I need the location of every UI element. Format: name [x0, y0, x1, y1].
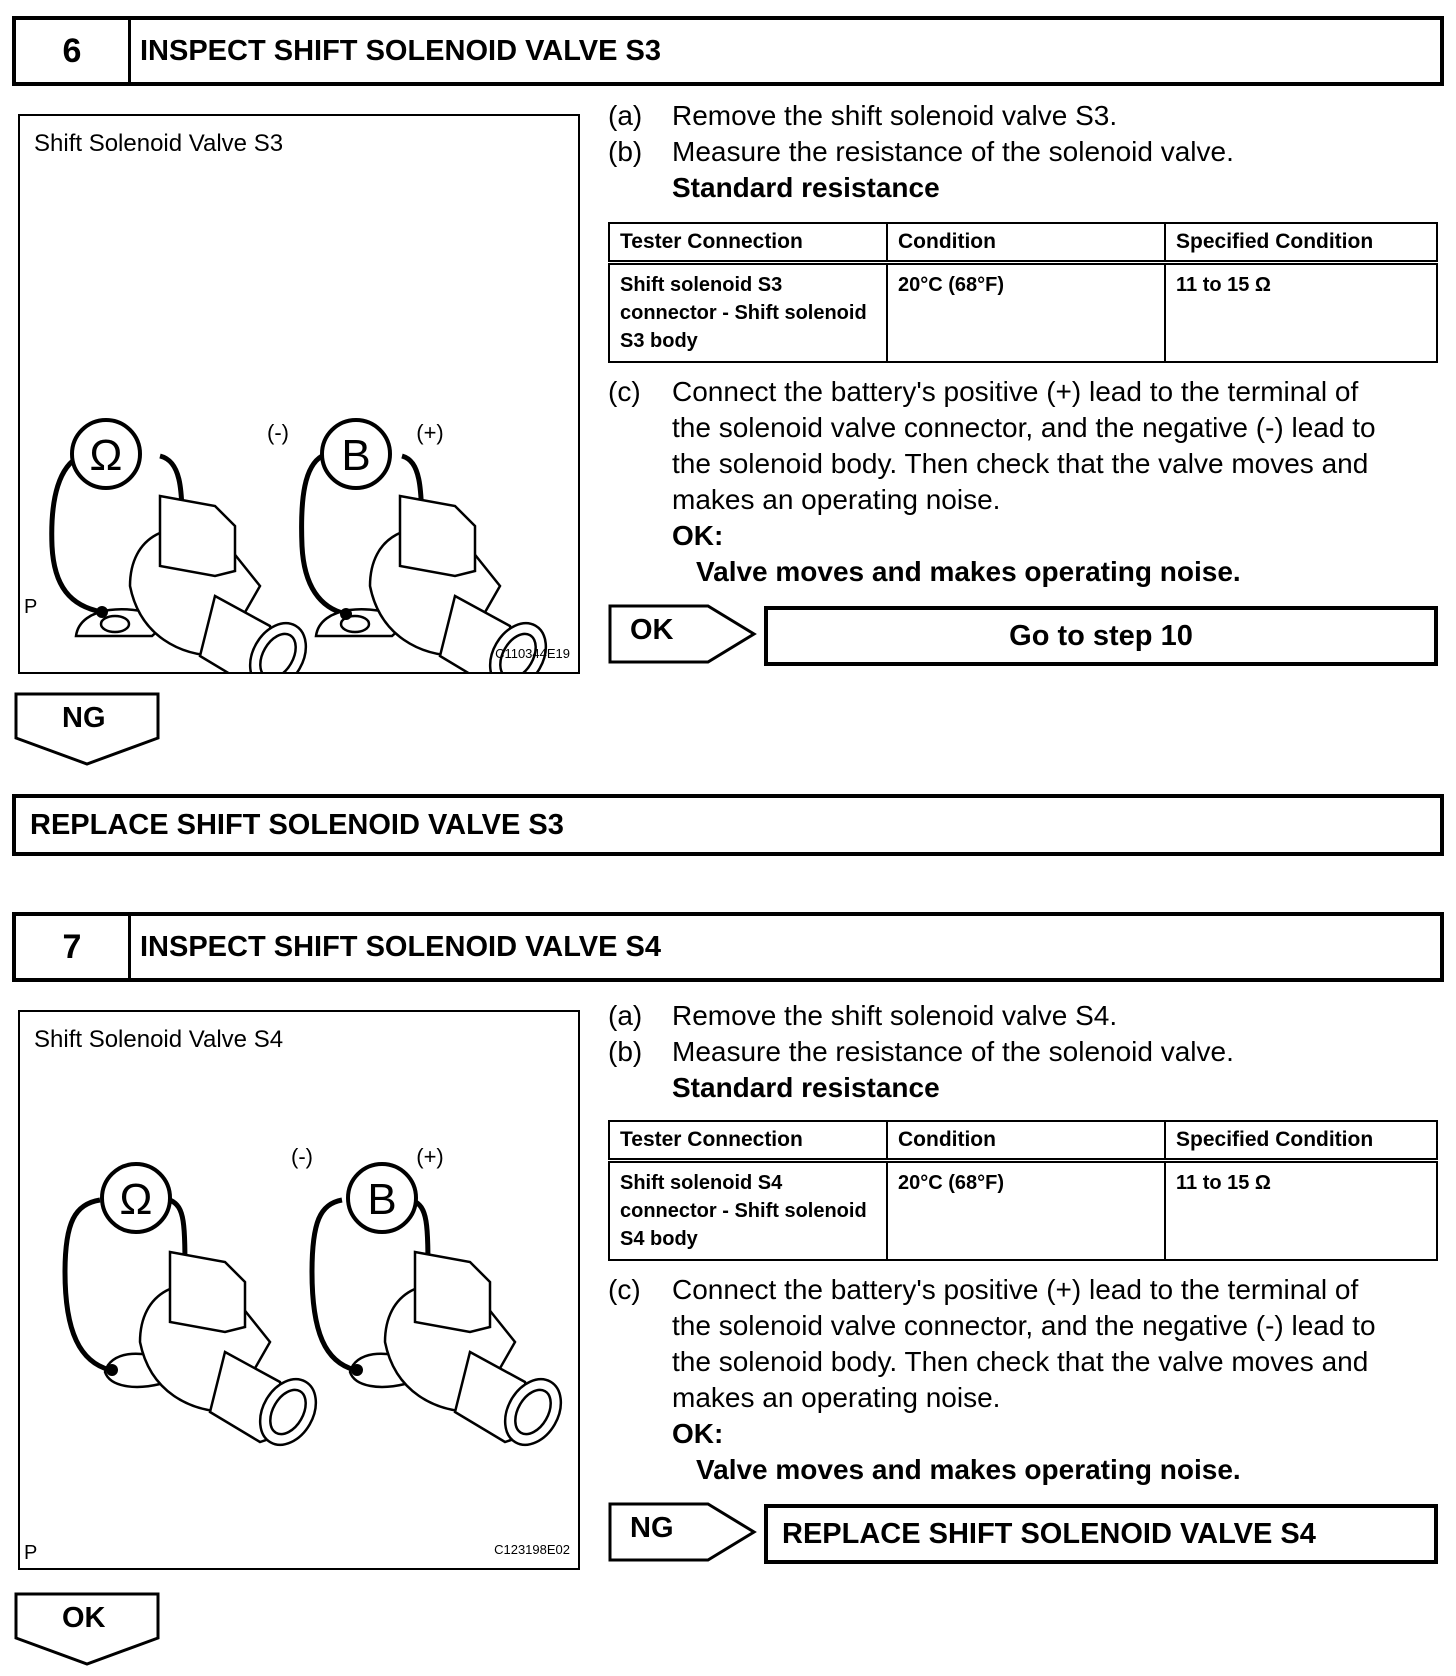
step-label: (b)	[608, 1036, 643, 1067]
step-text: Remove the shift solenoid valve S3.	[672, 100, 1118, 131]
step-label: (a)	[608, 100, 643, 131]
step-text-line: the solenoid body. Then check that the valve moves and	[672, 448, 1369, 479]
column-header: Condition	[887, 223, 1165, 263]
step-text: Remove the shift solenoid valve S4.	[672, 1000, 1118, 1031]
step-text: Measure the resistance of the solenoid valve.	[672, 1036, 1234, 1067]
result-text: REPLACE SHIFT SOLENOID VALVE S3	[30, 808, 564, 841]
table-cell: Shift solenoid S4 connector - Shift solenoid S4 body	[609, 1161, 887, 1261]
step-label: (a)	[608, 1000, 643, 1031]
ok-text: Valve moves and makes operating noise.	[696, 556, 1241, 587]
figure-code: C110344E19	[495, 646, 570, 661]
table-row	[609, 1161, 1437, 1261]
step-c	[608, 1272, 1448, 1422]
column-header: Tester Connection	[609, 1121, 887, 1161]
step-6-header	[12, 16, 1444, 86]
figure-caption: Shift Solenoid Valve S4	[34, 1026, 284, 1053]
positive-label: (+)	[416, 420, 444, 445]
battery-symbol: B	[367, 1175, 397, 1224]
step-text-line: makes an operating noise.	[672, 1382, 1001, 1413]
table-cell: 20°C (68°F)	[887, 263, 1165, 363]
step-number: 7	[16, 916, 131, 978]
negative-label: (-)	[267, 420, 289, 445]
step-c	[608, 374, 1448, 524]
step-text-line: the solenoid valve connector, and the negative (-) lead to	[672, 1310, 1376, 1341]
solenoid-valve-icon	[76, 496, 317, 672]
branch-tag-label: NG	[62, 702, 106, 734]
step-title: INSPECT SHIFT SOLENOID VALVE S3	[140, 34, 661, 67]
ok-text: Valve moves and makes operating noise.	[696, 1454, 1241, 1485]
replace-s3-box	[12, 794, 1444, 856]
step-label: (c)	[608, 376, 641, 407]
resistance-table	[608, 222, 1438, 363]
step-text-line: Connect the battery's positive (+) lead to the terminal of	[672, 376, 1359, 407]
negative-label: (-)	[291, 1144, 313, 1169]
solenoid-valve-icon	[350, 1252, 572, 1455]
figure-code: C123198E02	[494, 1542, 570, 1557]
ok-down-tag	[14, 1592, 160, 1666]
ng-branch-tag	[608, 1502, 758, 1562]
column-header: Tester Connection	[609, 223, 887, 263]
ng-down-tag	[14, 692, 160, 766]
figure-s4	[18, 1010, 580, 1570]
replace-s4-box	[764, 1504, 1438, 1564]
ok-label: OK:	[672, 520, 724, 551]
standard-label: Standard resistance	[672, 172, 940, 203]
ok-label: OK:	[672, 1418, 724, 1449]
resistance-table	[608, 1120, 1438, 1261]
solenoid-valve-icon	[105, 1252, 327, 1455]
ok-branch-tag	[608, 604, 758, 664]
table-cell: 11 to 15 Ω	[1165, 263, 1437, 363]
standard-label: Standard resistance	[672, 1072, 940, 1103]
go-to-step-box	[764, 606, 1438, 666]
column-header: Specified Condition	[1165, 223, 1437, 263]
step-text-line: the solenoid valve connector, and the negative (-) lead to	[672, 412, 1376, 443]
step-title: INSPECT SHIFT SOLENOID VALVE S4	[140, 930, 661, 963]
solenoid-test-illustration	[20, 116, 580, 672]
figure-s3	[18, 114, 580, 674]
step-label: (c)	[608, 1274, 641, 1305]
step-label: (b)	[608, 136, 643, 167]
step-text: Measure the resistance of the solenoid valve.	[672, 136, 1234, 167]
table-row	[609, 263, 1437, 363]
branch-tag-label: NG	[630, 1512, 674, 1544]
battery-symbol: B	[341, 431, 371, 480]
solenoid-test-illustration	[20, 1012, 580, 1568]
table-cell: Shift solenoid S3 connector - Shift solenoid S3 body	[609, 263, 887, 363]
step-7-header	[12, 912, 1444, 982]
branch-result: Go to step 10	[1009, 619, 1193, 652]
corner-mark: P	[24, 1542, 38, 1564]
branch-tag-label: OK	[630, 614, 674, 646]
table-cell: 20°C (68°F)	[887, 1161, 1165, 1261]
figure-caption: Shift Solenoid Valve S3	[34, 130, 284, 157]
table-cell: 11 to 15 Ω	[1165, 1161, 1437, 1261]
column-header: Specified Condition	[1165, 1121, 1437, 1161]
corner-mark: P	[24, 596, 38, 618]
ohm-symbol: Ω	[119, 1175, 153, 1224]
branch-result: REPLACE SHIFT SOLENOID VALVE S4	[782, 1517, 1316, 1550]
step-text-line: makes an operating noise.	[672, 484, 1001, 515]
step-text-line: Connect the battery's positive (+) lead to the terminal of	[672, 1274, 1359, 1305]
step-text-line: the solenoid body. Then check that the valve moves and	[672, 1346, 1369, 1377]
ohm-symbol: Ω	[89, 431, 123, 480]
positive-label: (+)	[416, 1144, 444, 1169]
column-header: Condition	[887, 1121, 1165, 1161]
branch-tag-label: OK	[62, 1602, 106, 1634]
step-number: 6	[16, 20, 131, 82]
